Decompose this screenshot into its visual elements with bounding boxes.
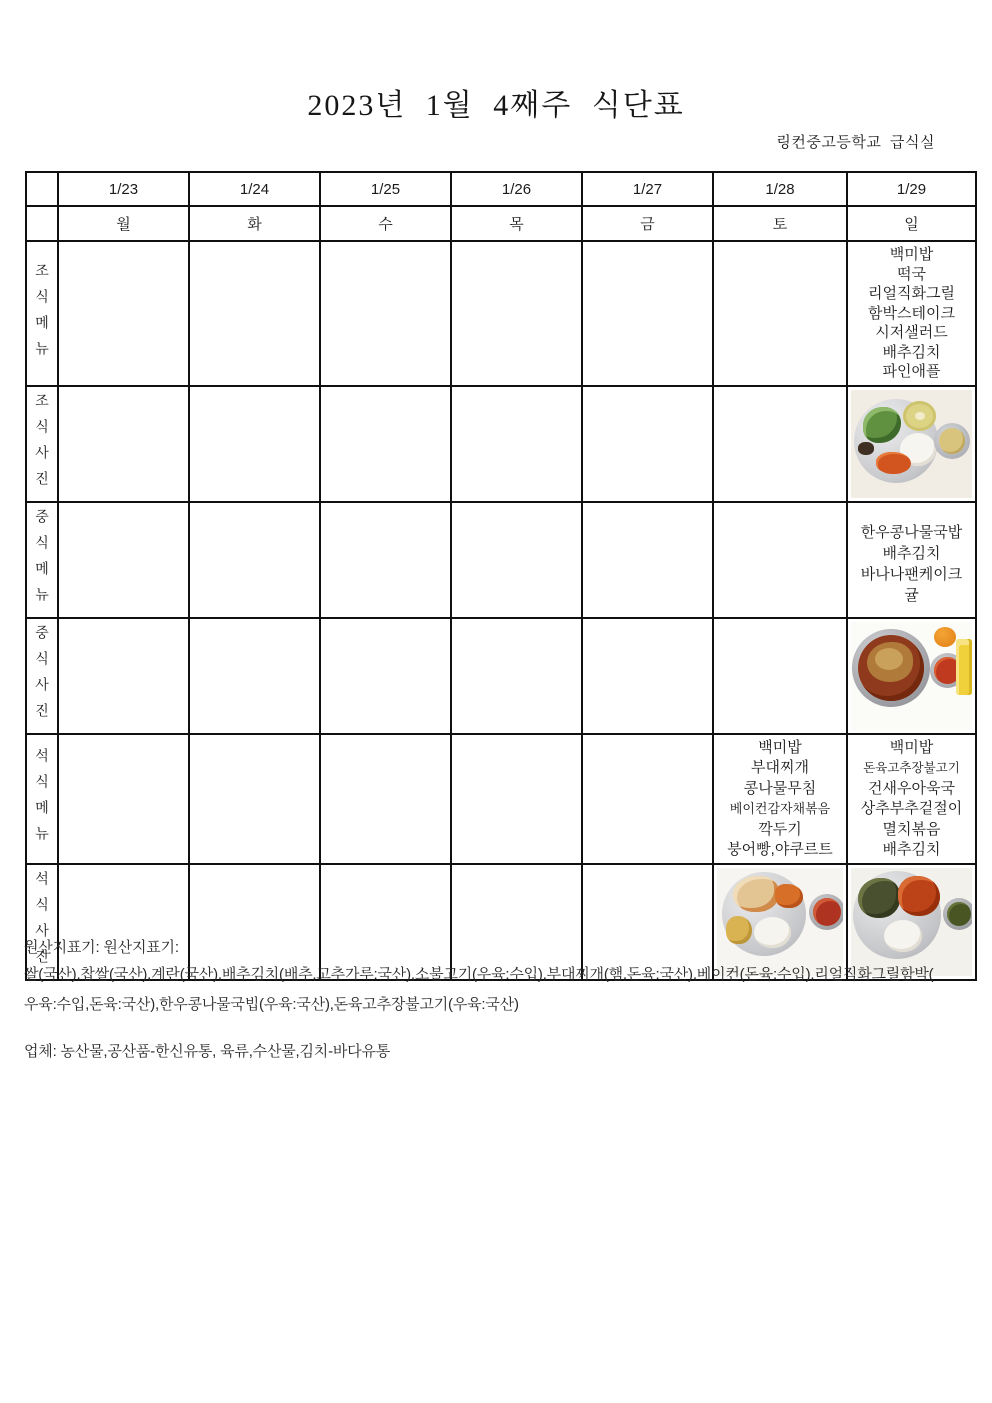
menu-item: 배추김치 <box>882 343 941 361</box>
breakfast-menu-sunday <box>847 241 976 386</box>
dinner-photo-label: 석식사진 <box>34 871 50 975</box>
side-dish-dark <box>858 442 874 455</box>
empty-cell <box>451 734 582 864</box>
dinner-menu-sunday <box>847 734 976 864</box>
date-cell: 1/26 <box>451 172 582 206</box>
lunch-menu-label: 중식메뉴 <box>34 509 50 613</box>
origin-label: 원산지표기: 원산지표기: <box>24 939 179 956</box>
empty-cell <box>320 386 451 502</box>
kimchi <box>876 452 911 474</box>
rice-mound <box>754 917 791 948</box>
empty-cell <box>451 241 582 386</box>
soup <box>939 428 965 454</box>
budae-jjigae-stew <box>813 898 841 926</box>
empty-cell <box>451 386 582 502</box>
dates-row <box>26 172 976 206</box>
weekly-meal-table <box>25 171 977 981</box>
weekday-cell: 목 <box>451 206 582 241</box>
school-cafeteria-subtitle: 링컨중고등학교 급식실 <box>776 134 935 151</box>
lunch-photo-label: 중식사진 <box>34 625 50 729</box>
row-label-cell <box>26 734 58 864</box>
lunch-photo-row <box>26 618 976 734</box>
dinner-menu-row <box>26 734 976 864</box>
table-corner-cell <box>26 172 58 206</box>
weekday-cell: 월 <box>58 206 189 241</box>
menu-item: 함박스테이크 <box>868 304 955 322</box>
empty-cell <box>58 502 189 618</box>
empty-cell <box>58 241 189 386</box>
page-title: 2023년 1월 4째주 식단표 <box>307 89 685 122</box>
date-cell: 1/25 <box>320 172 451 206</box>
breakfast-photo-label: 조식사진 <box>34 393 50 497</box>
weekday-cell: 금 <box>582 206 713 241</box>
menu-item: 파인애플 <box>882 363 941 381</box>
table-corner-cell <box>26 206 58 241</box>
menu-item: 한우콩나물국밥 <box>860 523 963 541</box>
menu-item: 떡국 <box>897 265 926 283</box>
empty-cell <box>189 386 320 502</box>
menu-item: 콩나물무침 <box>743 779 817 797</box>
menu-item: 건새우아욱국 <box>868 779 955 797</box>
empty-cell <box>189 734 320 864</box>
fish-bread <box>726 916 752 944</box>
lunch-meal-photo <box>851 622 972 730</box>
rice-mound <box>884 920 922 952</box>
breakfast-photo-row <box>26 386 976 502</box>
empty-cell <box>713 386 847 502</box>
sprout-noodle-salad <box>733 876 779 912</box>
empty-cell <box>713 241 847 386</box>
empty-cell <box>58 734 189 864</box>
menu-item: 귤 <box>904 586 919 604</box>
weekday-cell: 일 <box>847 206 976 241</box>
weekday-cell: 수 <box>320 206 451 241</box>
pancake-pack <box>956 639 972 695</box>
menu-item: 깍두기 <box>758 820 802 838</box>
origin-info-line2: 우육:수입,돈육:국산),한우콩나물국빕(우육:국산),돈육고추장불고기(우육:국산) <box>24 996 519 1013</box>
menu-item: 백미밥 <box>758 738 802 756</box>
menu-item: 베이컨감자채볶음 <box>729 801 831 816</box>
empty-cell <box>582 241 713 386</box>
weekdays-row <box>26 206 976 241</box>
empty-cell <box>582 734 713 864</box>
sweet-potato-cubes <box>775 884 803 908</box>
empty-cell <box>320 618 451 734</box>
menu-item: 부대찌개 <box>751 759 809 776</box>
pineapple-core <box>915 412 925 420</box>
empty-cell <box>582 502 713 618</box>
empty-cell <box>58 386 189 502</box>
menu-item: 돈육고추장불고기 <box>863 761 960 775</box>
tangerine <box>934 627 956 647</box>
menu-item: 배추김치 <box>882 544 941 562</box>
dinner-meal-photo-saturday <box>717 868 843 976</box>
empty-cell <box>320 241 451 386</box>
vendors-line: 업체: 농산물,공산품-한신유통, 육류,수산물,김치-바다유통 <box>24 1043 391 1060</box>
empty-cell <box>189 502 320 618</box>
menu-item: 시저샐러드 <box>875 324 948 342</box>
dinner-menu-saturday <box>713 734 847 864</box>
menu-item: 멸치볶음 <box>882 820 941 838</box>
row-label-cell <box>26 502 58 618</box>
date-cell: 1/28 <box>713 172 847 206</box>
menu-item: 백미밥 <box>889 738 934 756</box>
lunch-photo-cell-sunday <box>847 618 976 734</box>
row-label-cell <box>26 618 58 734</box>
breakfast-menu-row <box>26 241 976 386</box>
date-cell: 1/23 <box>58 172 189 206</box>
breakfast-photo-cell-sunday <box>847 386 976 502</box>
menu-item: 백미밥 <box>889 246 934 264</box>
row-label-cell <box>26 241 58 386</box>
date-cell: 1/24 <box>189 172 320 206</box>
breakfast-menu-label: 조식메뉴 <box>34 262 50 367</box>
lunch-menu-row <box>26 502 976 618</box>
mallow-soup <box>947 902 971 926</box>
menu-item: 바나나팬케이크 <box>860 565 963 583</box>
empty-cell <box>320 502 451 618</box>
lettuce-chive-salad <box>858 878 900 918</box>
weekday-cell: 토 <box>713 206 847 241</box>
dinner-menu-label: 석식메뉴 <box>34 748 50 852</box>
empty-cell <box>713 502 847 618</box>
empty-cell <box>189 618 320 734</box>
row-label-cell <box>26 386 58 502</box>
empty-cell <box>582 386 713 502</box>
date-cell: 1/29 <box>847 172 976 206</box>
bean-sprouts-highlight <box>875 648 903 670</box>
empty-cell <box>320 734 451 864</box>
dinner-meal-photo-sunday <box>851 868 972 976</box>
empty-cell <box>451 618 582 734</box>
spicy-pork-bulgogi <box>898 876 940 916</box>
date-cell: 1/27 <box>582 172 713 206</box>
menu-item: 붕어빵,야쿠르트 <box>727 841 833 858</box>
weekday-cell: 화 <box>189 206 320 241</box>
menu-item: 리얼직화그릴 <box>868 285 955 303</box>
empty-cell <box>713 618 847 734</box>
menu-item: 상추부추겉절이 <box>860 800 963 817</box>
empty-cell <box>189 241 320 386</box>
empty-cell <box>582 618 713 734</box>
empty-cell <box>58 618 189 734</box>
empty-cell <box>451 502 582 618</box>
menu-item: 배추김치 <box>882 841 941 858</box>
breakfast-meal-photo <box>851 390 972 498</box>
lunch-menu-sunday <box>847 502 976 618</box>
origin-info-line1: 쌀(국산),찹쌀(국산),계란(국산),배추김치(배추,고추가루:국산),소불고기(우육:수입),부대찌개(햄,돈육:국산),베이컨(돈육:수입),리얼직화그릴함박( <box>24 966 934 983</box>
